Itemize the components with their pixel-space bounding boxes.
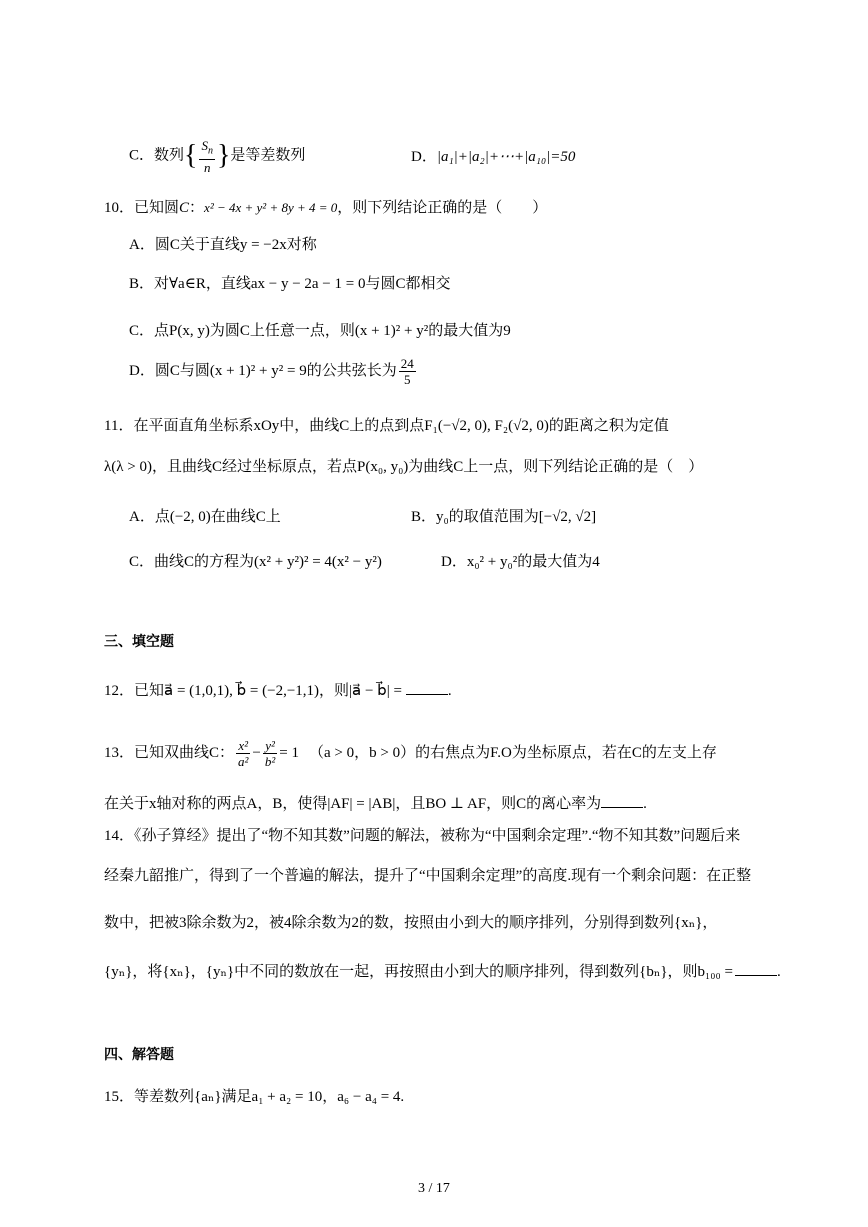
- section-4-heading: 四、解答题: [104, 1047, 174, 1063]
- q10-option-d: [129, 352, 418, 390]
- q13-end: .: [643, 796, 647, 812]
- q12-text: 12．已知a⃗ = (1,0,1), b⃗ = (−2,−1,1)，则|a⃗ − b⃗| =: [104, 683, 402, 699]
- q10-d-frac-num: 24: [400, 356, 414, 372]
- q10-stem-prefix: 10．已知圆: [104, 200, 180, 216]
- q14-line4: [104, 961, 781, 982]
- right-brace: }: [216, 140, 231, 172]
- q9-option-c: [129, 138, 305, 175]
- left-brace: {: [184, 140, 198, 172]
- q11-option-d: D．x₀² + y₀²的最大值为4: [441, 554, 600, 570]
- q13-line2-text: 在关于x轴对称的两点A，B，使得|AF| = |AB|，且BO ⊥ AF，则C的离心率为: [104, 796, 602, 812]
- q10-d-fraction: [399, 356, 416, 387]
- q13-eq: = 1: [279, 745, 300, 761]
- q10-option-c: C．点P(x, y)为圆C上任意一点，则(x + 1)² + y²的最大值为9: [129, 323, 511, 339]
- q13-suffix: （a > 0，b > 0）的右焦点为F.O为坐标原点，若在C的左支上存: [309, 745, 717, 761]
- q9-option-d: [411, 147, 575, 167]
- q13-frac1-num: x²: [236, 738, 250, 754]
- q9-c-text: 是等差数列: [230, 147, 306, 164]
- q13-line1: [104, 733, 717, 773]
- section-3-heading: 三、填空题: [104, 634, 174, 650]
- q10-stem: [104, 198, 547, 218]
- q13-fraction-1: [236, 738, 250, 769]
- q11-option-a: A．点(−2, 0)在曲线C上: [129, 509, 281, 525]
- q9-c-frac-den: n: [203, 159, 211, 175]
- q12: [104, 680, 452, 701]
- q13-minus: −: [252, 745, 261, 761]
- q10-d-frac-den: 5: [403, 372, 411, 388]
- q10-option-b: B．对∀a∈R，直线ax − y − 2a − 1 = 0与圆C都相交: [129, 276, 451, 292]
- q9-c-frac-sub: n: [207, 145, 213, 157]
- q13-answer-blank: [601, 793, 643, 808]
- q13-frac2-den: b²: [264, 754, 276, 770]
- q13-line2: [104, 793, 647, 814]
- q10-option-a: A．圆C关于直线y = −2x对称: [129, 237, 317, 253]
- q14-line3: 数中，把被3除余数为2，被4除余数为2的数，按照由小到大的顺序排列，分别得到数列{xₙ}，: [104, 915, 718, 931]
- q9-d-expr: |a₁|+|a₂|+⋯+|a₁₀|=50: [436, 149, 576, 165]
- q13-prefix: 13．已知双曲线C：: [104, 745, 235, 761]
- q11-stem-line1: 11．在平面直角坐标系xOy中，曲线C上的点到点F₁(−√2, 0), F₂(√2, 0)的距离之积为定值: [104, 418, 669, 434]
- q9-c-label: C．数列: [129, 147, 185, 164]
- q14-line4-text: {yₙ}，将{xₙ}，{yₙ}中不同的数放在一起，再按照由小到大的顺序排列，得到数列{bₙ}，则b₁₀₀ =: [104, 964, 733, 980]
- q14-line1: 14．《孙子算经》提出了“物不知其数”问题的解法，被称为“中国剩余定理”.“物不知其数”问题后来: [104, 828, 741, 844]
- q11-option-c: C．曲线C的方程为(x² + y²)² = 4(x² − y²): [129, 554, 382, 570]
- q9-c-fraction: [199, 138, 215, 175]
- q10-stem-suffix: ，则下列结论正确的是（ ）: [337, 200, 548, 216]
- q14-line2: 经秦九韶推广，得到了一个普遍的解法，提升了“中国剩余定理”的高度.现有一个剩余问题：在正整: [104, 868, 752, 884]
- q13-fraction-2: [263, 738, 277, 769]
- q10-stem-equation: x² − 4x + y² + 8y + 4 = 0: [204, 200, 338, 215]
- q9-c-frac-num: S: [201, 138, 208, 153]
- q10-stem-colon: ：: [189, 200, 205, 216]
- q15: 15．等差数列{aₙ}满足a₁ + a₂ = 10，a₆ − a₄ = 4.: [104, 1089, 405, 1105]
- q12-answer-blank: [406, 680, 448, 695]
- q11-stem-line2: λ(λ > 0)，且曲线C经过坐标原点，若点P(x₀, y₀)为曲线C上一点，则下列结论正确的是（ ）: [104, 459, 704, 475]
- page-number: 3 / 17: [418, 1181, 450, 1196]
- q12-end: .: [447, 683, 452, 699]
- q14-answer-blank: [735, 961, 777, 976]
- q14-end: .: [776, 964, 781, 980]
- q11-option-b: B．y₀的取值范围为[−√2, √2]: [411, 509, 597, 525]
- q9-d-label: D．: [411, 149, 437, 165]
- q13-frac1-den: a²: [238, 754, 249, 770]
- q13-frac2-num: y²: [263, 738, 277, 754]
- q10-stem-c: C: [179, 200, 190, 216]
- q10-d-prefix: D．圆C与圆(x + 1)² + y² = 9的公共弦长为: [129, 363, 397, 379]
